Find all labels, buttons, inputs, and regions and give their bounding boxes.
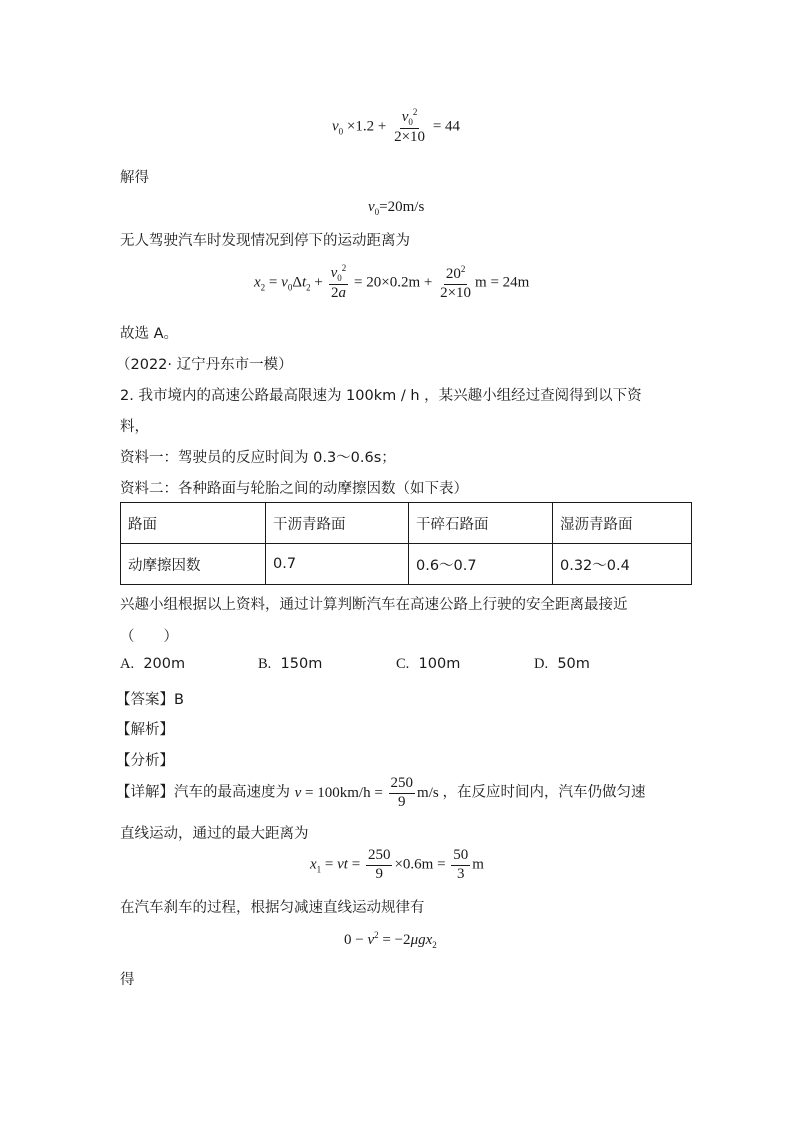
table-cell: 0.7 (266, 544, 409, 585)
data-two: 资料二：各种路面与轮胎之间的动摩擦因数（如下表） (120, 481, 468, 497)
question-conclusion: 兴趣小组根据以上资料，通过计算判断汽车在高速公路上行驶的安全距离最接近 (120, 597, 628, 613)
question-line-1: 2. 我市境内的高速公路最高限速为 100km / h ，某兴趣小组经过查阅得到以下资 (120, 388, 642, 404)
table-cell: 干沥青路面 (266, 503, 409, 544)
table-cell: 干碎石路面 (409, 503, 553, 544)
answer-label: 【答案】B (116, 692, 184, 708)
data-one: 资料一：驾驶员的反应时间为 0.3～0.6s； (120, 450, 396, 466)
question-line-2: 料， (120, 419, 149, 435)
de-text: 得 (120, 972, 135, 988)
v0-result: $v_0=20m/s$ (368, 199, 425, 217)
option-d: D. 50m (534, 656, 590, 672)
equation-v0-sum: $v_0 \times 1.2$ + $\frac{v_0^2}{2\times 10}$ = 44 (332, 107, 461, 146)
max-speed-equation: v = 100km/h = $\frac{250}{9}$ m/s (294, 775, 443, 810)
table-row (121, 503, 692, 544)
friction-table (120, 502, 692, 585)
detail-line-2: 直线运动，通过的最大距离为 (120, 826, 309, 842)
distance-intro-text: 无人驾驶汽车时发现情况到停下的运动距离为 (120, 233, 410, 249)
equation-brake: $0 - v^2 = -2\mu gx_2$ (344, 930, 437, 950)
answer-bracket: （ ） (120, 629, 178, 645)
equation-x2: $x_2 = v_0\Delta t_2$ + $\frac{v_0^2}{2a}$ = 20×0.2m + $\frac{20^2}{2\times 10}$ m = 24m (254, 263, 530, 302)
source-note: （2022· 辽宁丹东市一模） (116, 357, 293, 373)
table-cell: 动摩擦因数 (121, 544, 266, 585)
solve-text: 解得 (120, 170, 149, 186)
brake-intro: 在汽车刹车的过程，根据匀减速直线运动规律有 (120, 900, 425, 916)
table-row (121, 544, 692, 585)
table-cell: 路面 (121, 503, 266, 544)
table-cell: 0.32～0.4 (553, 544, 692, 585)
analysis-label: 【解析】 (116, 722, 174, 738)
equation-x1: $x_1$ = vt = $\frac{250}{9}$ ×0.6m = $\frac{50}{3}$ m (310, 847, 484, 882)
table-cell: 0.6～0.7 (409, 544, 553, 585)
detail-line-1: 【详解】汽车的最高速度为 v = 100km/h = $\frac{250}{9}$ m/s ，在反应时间内，汽车仍做匀速 (116, 775, 646, 810)
choose-text: 故选 A。 (120, 326, 179, 342)
table-cell: 湿沥青路面 (553, 503, 692, 544)
option-c: C. 100m (396, 656, 461, 672)
option-b: B. 150m (258, 656, 323, 672)
fenxi-label: 【分析】 (116, 753, 174, 769)
option-a: A. 200m (120, 656, 186, 672)
